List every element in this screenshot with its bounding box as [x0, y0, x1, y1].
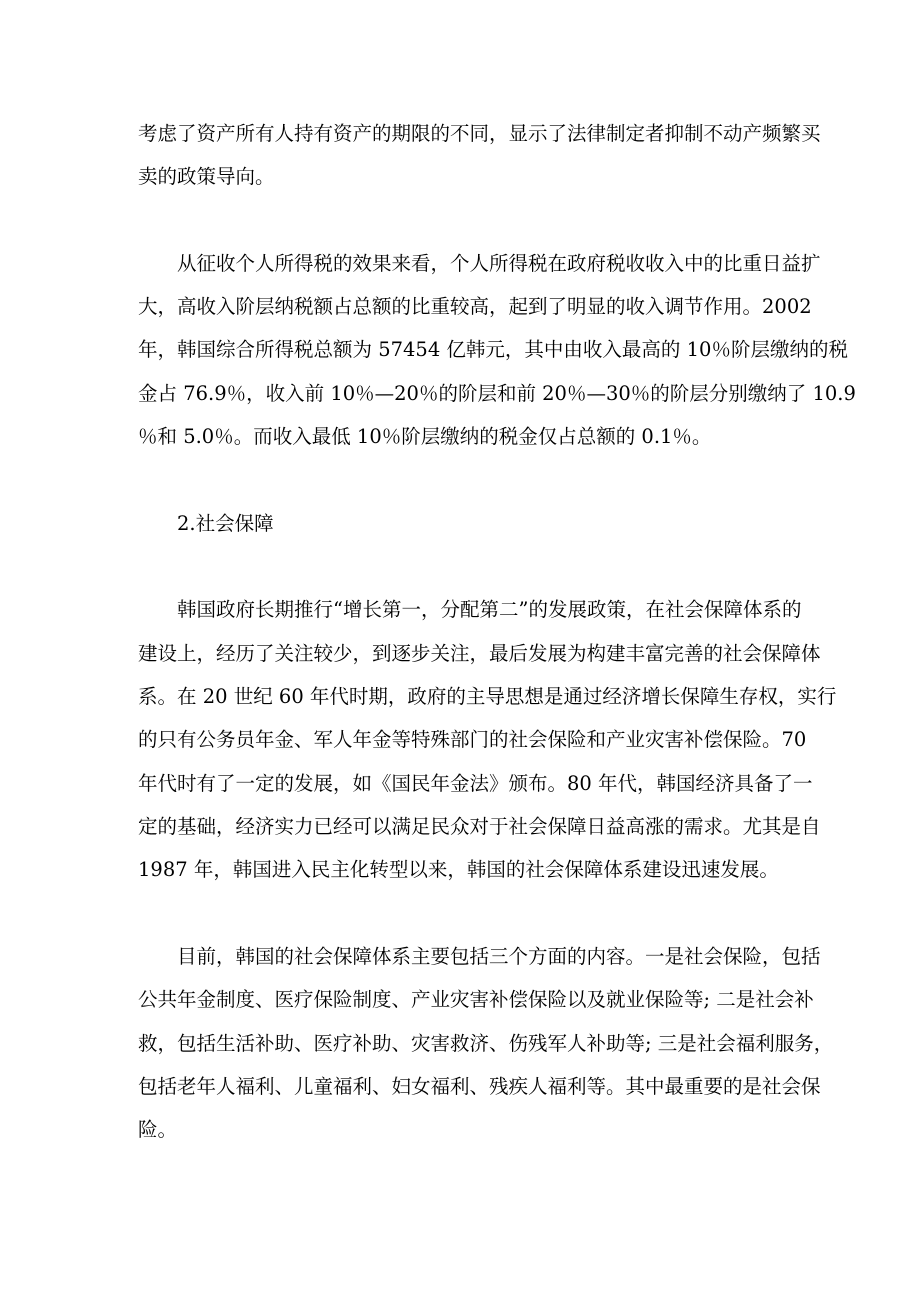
paragraph-1-line-2: 卖的政策导向。 [138, 165, 275, 188]
paragraph-1-line-1: 考虑了资产所有人持有资产的期限的不同，显示了法律制定者抑制不动产频繁买 [138, 122, 821, 145]
paragraph-4-line-3: 救，包括生活补助、医疗补助、灾害救济、伤残军人补助等; 三是社会福利服务， [138, 1032, 834, 1055]
paragraph-4-line-1: 目前，韩国的社会保障体系主要包括三个方面的内容。一是社会保险，包括 [177, 945, 821, 968]
paragraph-3-line-1: 韩国政府长期推行“增长第一，分配第二”的发展政策，在社会保障体系的 [177, 598, 802, 621]
paragraph-2-line-3: 年，韩国综合所得税总额为 57454 亿韩元，其中由收入最高的 10％阶层缴纳的税 [138, 338, 848, 361]
paragraph-2-line-1: 从征收个人所得税的效果来看，个人所得税在政府税收收入中的比重日益扩 [177, 252, 821, 275]
paragraph-3-line-5: 年代时有了一定的发展，如《国民年金法》颁布。80 年代，韩国经济具备了一 [138, 772, 813, 795]
paragraph-2-line-5: ％和 5.0％。而收入最低 10％阶层缴纳的税金仅占总额的 0.1％。 [138, 425, 712, 448]
paragraph-2-line-2: 大，高收入阶层纳税额占总额的比重较高，起到了明显的收入调节作用。2002 [138, 295, 812, 318]
paragraph-4-line-5: 险。 [138, 1118, 178, 1141]
paragraph-4-line-4: 包括老年人福利、儿童福利、妇女福利、残疾人福利等。其中最重要的是社会保 [138, 1075, 821, 1098]
paragraph-4-line-2: 公共年金制度、医疗保险制度、产业灾害补偿保险以及就业保险等; 二是社会补 [138, 988, 814, 1011]
section-heading: 2.社会保障 [177, 512, 274, 535]
paragraph-3-line-6: 定的基础，经济实力已经可以满足民众对于社会保障日益高涨的需求。尤其是自 [138, 815, 821, 838]
paragraph-3-line-3: 系。在 20 世纪 60 年代时期，政府的主导思想是通过经济增长保障生存权，实行 [138, 685, 837, 708]
paragraph-2-line-4: 金占 76.9％，收入前 10％—20％的阶层和前 20％—30％的阶层分别缴纳了 10.9 [138, 382, 856, 405]
paragraph-3-line-4: 的只有公务员年金、军人年金等特殊部门的社会保险和产业灾害补偿保险。70 [138, 728, 807, 751]
paragraph-3-line-7: 1987 年，韩国进入民主化转型以来，韩国的社会保障体系建设迅速发展。 [138, 858, 779, 881]
paragraph-3-line-2: 建设上，经历了关注较少，到逐步关注，最后发展为构建丰富完善的社会保障体 [138, 642, 821, 665]
